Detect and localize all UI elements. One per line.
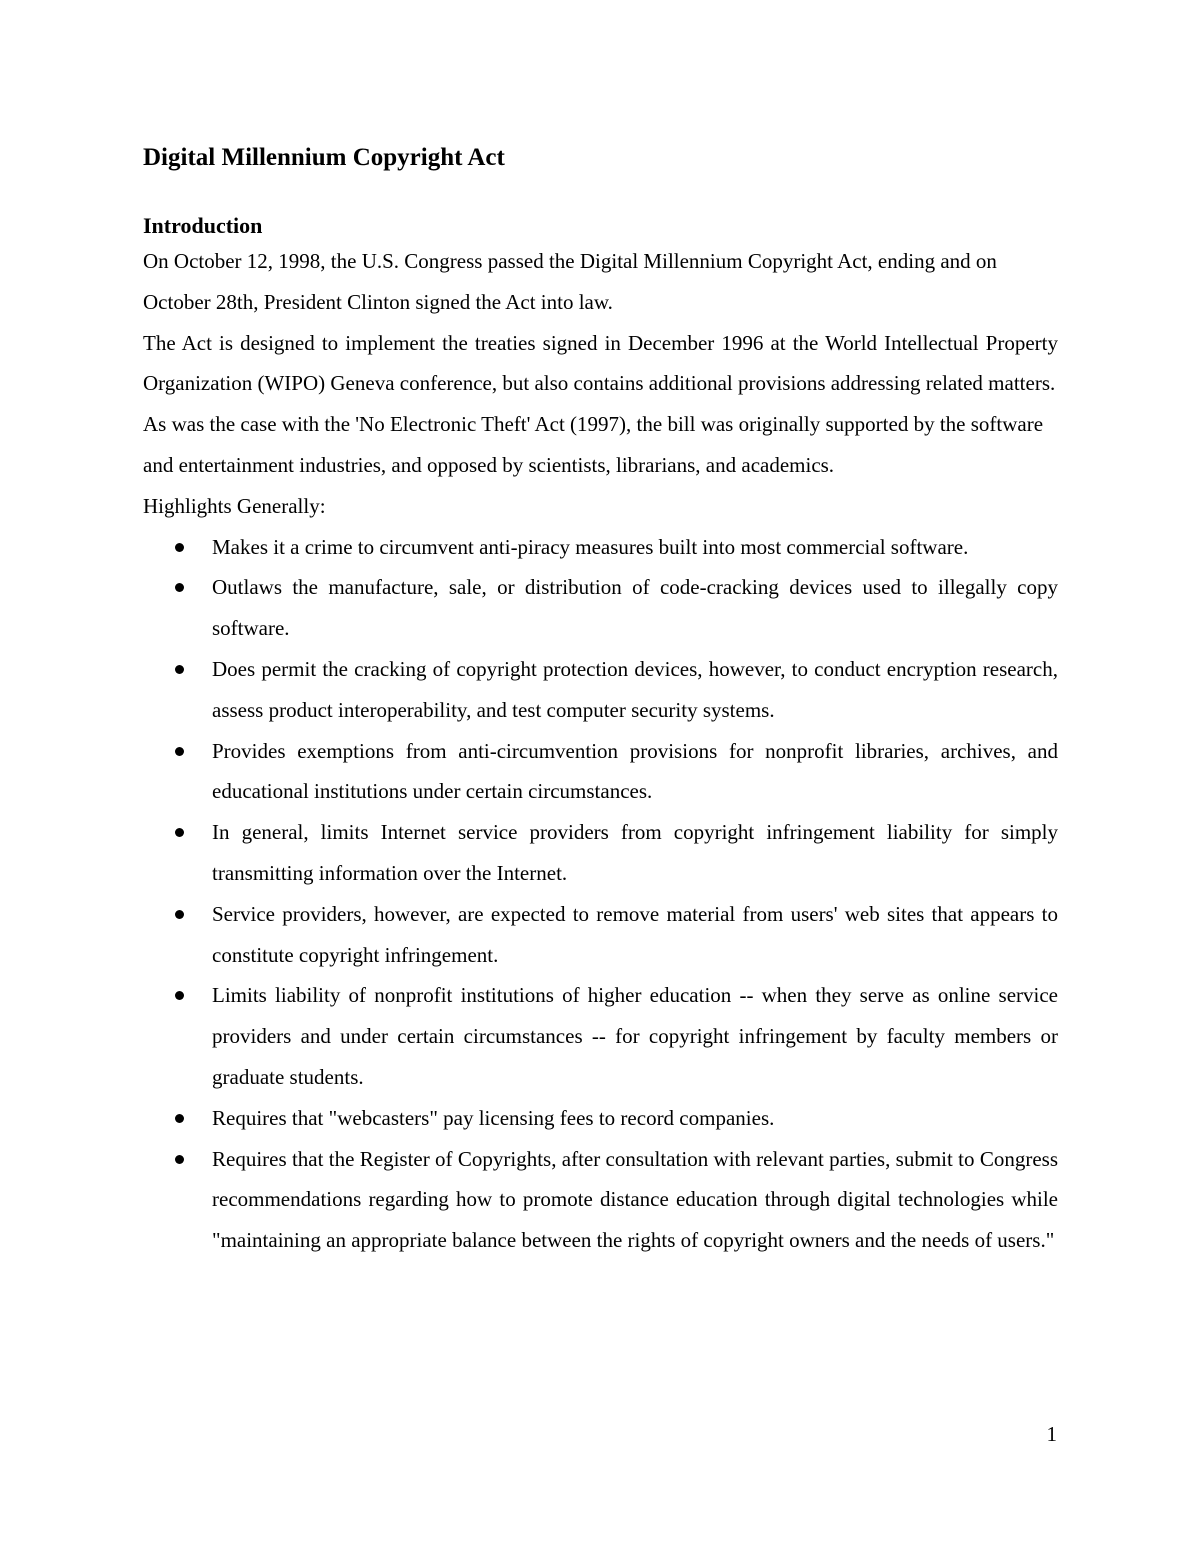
page-number: 1 — [1046, 1422, 1057, 1446]
bullet-icon — [175, 828, 184, 837]
document-title: Digital Millennium Copyright Act — [143, 144, 505, 171]
paragraph-congress-passed: On October 12, 1998, the U.S. Congress passed the Digital Millennium Copyright Act, ending and on October 28th, President Clinton signed the Act into law. — [143, 249, 997, 314]
list-item-text: Does permit the cracking of copyright protection devices, however, to conduct encryption research, assess product interoperability, and test computer security systems. — [212, 656, 1058, 722]
list-item-text: Requires that the Register of Copyrights, after consultation with relevant parties, submit to Congress recommendations regarding how to promote distance education through digital technologies while "maintaining an appropriate balance between the rights of copyright owners and the needs of users." — [212, 1146, 1058, 1253]
list-item — [143, 1098, 1058, 1139]
list-item-text: Makes it a crime to circumvent anti-piracy measures built into most commercial software. — [212, 534, 969, 559]
list-item — [143, 975, 1058, 1097]
list-item — [143, 731, 1058, 813]
bullet-icon — [175, 583, 184, 592]
bullet-icon — [175, 665, 184, 674]
list-item — [143, 1139, 1058, 1261]
paragraph-no-electronic-theft: As was the case with the 'No Electronic Theft' Act (1997), the bill was originally supported by the software and entertainment industries, and opposed by scientists, librarians, and academics. — [143, 412, 1044, 477]
bullet-icon — [175, 543, 184, 552]
list-item-text: Provides exemptions from anti-circumvention provisions for nonprofit libraries, archives, and educational institutions under certain circumstances. — [212, 738, 1058, 804]
bullet-icon — [175, 1155, 184, 1164]
list-item-text: Requires that "webcasters" pay licensing fees to record companies. — [212, 1105, 775, 1130]
list-item — [143, 527, 1058, 568]
highlights-list — [143, 527, 1058, 1261]
list-item — [143, 567, 1058, 649]
list-item-text: In general, limits Internet service providers from copyright infringement liability for simply transmitting information over the Internet. — [212, 820, 1058, 885]
section-heading-introduction: Introduction — [143, 213, 263, 238]
list-item — [143, 894, 1058, 976]
bullet-icon — [175, 747, 184, 756]
bullet-icon — [175, 991, 184, 1000]
bullet-icon — [175, 1114, 184, 1123]
document-body — [143, 141, 1058, 1261]
list-item-text: Limits liability of nonprofit institutions of higher education -- when they serve as online service providers and under certain circumstances -- for copyright infringement by faculty members or graduate students. — [212, 983, 1058, 1089]
list-item — [143, 649, 1058, 731]
bullet-icon — [175, 910, 184, 919]
paragraph-highlights-label: Highlights Generally: — [143, 493, 326, 518]
list-item-text: Service providers, however, are expected to remove material from users' web sites that appears to constitute copyright infringement. — [212, 901, 1058, 967]
list-item-text: Outlaws the manufacture, sale, or distribution of code-cracking devices used to illegally copy software. — [212, 575, 1058, 641]
paragraph-wipo-treaties: The Act is designed to implement the treaties signed in December 1996 at the World Intellectual Property Organization (WIPO) Geneva conference, but also contains additional provisions addressing related matters. — [143, 330, 1058, 396]
list-item — [143, 812, 1058, 894]
